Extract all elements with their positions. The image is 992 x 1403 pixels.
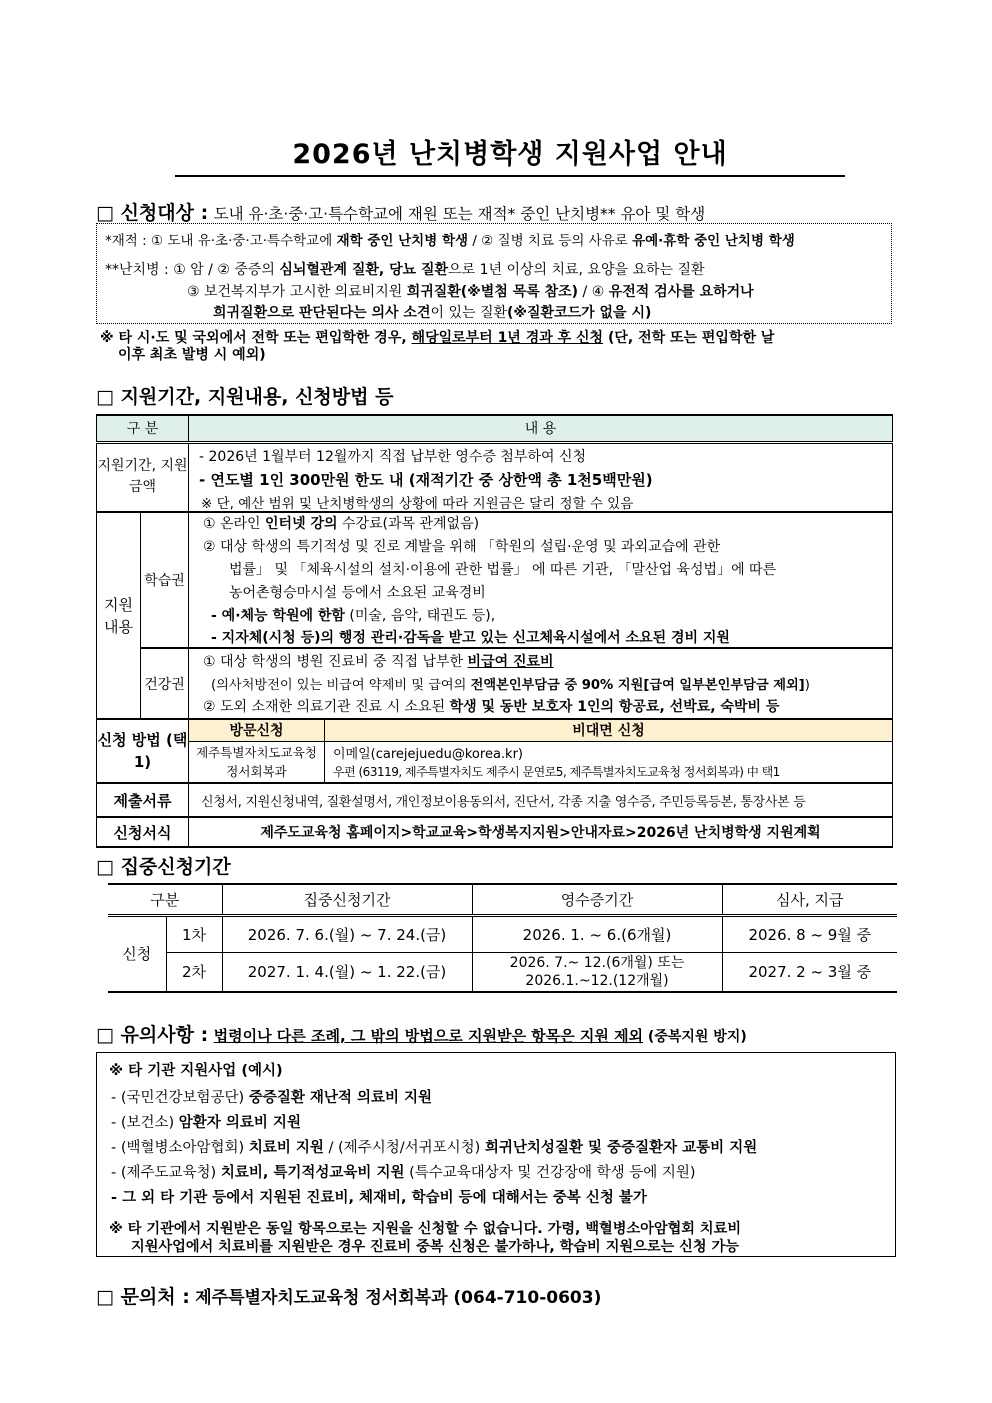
- study-label: 학습권: [141, 512, 189, 648]
- section-target: [96, 198, 705, 225]
- note-disease-2: ③ 보건복지부가 고시한 의료비지원 희귀질환(※별첨 목록 참조) / ④ 유전적 검사를 요하거나: [187, 284, 754, 300]
- round-pay: 2026. 8 ~ 9월 중: [722, 915, 897, 952]
- caution-item-3: - (백혈병소아암협회) 치료비 지원 / (제주시청/서귀포시청) 희귀난치성질환 및 중증질환자 교통비 지원: [111, 1140, 758, 1156]
- caution-box: [96, 1052, 896, 1257]
- section-contact-heading: □ 문의처 :: [96, 1286, 190, 1308]
- transfer-note: ※ 타 시·도 및 국외에서 전학 또는 편입학한 경우, 해당일로부터 1년 경과 후 신청 (단, 전학 또는 편입학한 날: [100, 330, 775, 346]
- caution-item-5: - 그 외 타 기관 등에서 지원된 진료비, 체재비, 학습비 등에 대해서는 중복 신청 불가: [111, 1190, 647, 1206]
- period-col-period: 집중신청기간: [222, 884, 472, 915]
- health-line-3: ② 도외 소재한 의료기관 진료 시 소요된 학생 및 동반 보호자 1인의 항공료, 선박료, 숙박비 등: [203, 699, 780, 715]
- health-content: [189, 648, 893, 719]
- note-disease-1: **난치병 : ① 암 / ② 중증의 심뇌혈관계 질환, 당뇨 질환으로 1년 이상의 치료, 요양을 요하는 질환: [105, 262, 705, 278]
- transfer-note-cont: 이후 최초 발병 시 예외): [118, 347, 266, 363]
- round-pay: 2027. 2 ~ 3월 중: [722, 952, 897, 992]
- form-content: 제주도교육청 홈페이지>학교교육>학생복지지원>안내자료>2026년 난치병학생 지원계획: [189, 817, 893, 847]
- period-label: 지원기간, 지원금액: [97, 442, 189, 512]
- study-line-6: - 지자체(시청 등)의 행정 관리·감독을 받고 있는 신고체육시설에서 소요된 경비 지원: [211, 630, 730, 646]
- health-label: 건강권: [141, 648, 189, 719]
- support-table: [96, 414, 893, 848]
- online-line-1: 이메일(carejejuedu@korea.kr): [333, 746, 523, 762]
- study-content: [189, 512, 893, 648]
- study-line-4: 농어촌형승마시설 등에서 소요된 교육경비: [229, 585, 486, 601]
- table-row: [108, 952, 897, 992]
- round-period: 2027. 1. 4.(월) ~ 1. 22.(금): [222, 952, 472, 992]
- study-line-5: - 예·체능 학원에 한함 (미술, 음악, 태권도 등),: [211, 608, 496, 624]
- caution-box-title: ※ 타 기관 지원사업 (예시): [109, 1063, 283, 1079]
- health-line-1: ① 대상 학생의 병원 진료비 중 직접 납부한 비급여 진료비: [203, 654, 554, 670]
- section-contact: [96, 1282, 601, 1309]
- round-label: 2차: [166, 952, 222, 992]
- contact-desc: 제주특별자치도교육청 정서회복과 (064-710-0603): [195, 1288, 602, 1308]
- online-content: [325, 741, 893, 783]
- caution-item-4: - (제주도교육청) 치료비, 특기적성교육비 지원 (특수교육대상자 및 건강장애 학생 등에 지원): [111, 1165, 696, 1181]
- docs-content: 신청서, 지원신청내역, 질환설명서, 개인정보이용동의서, 진단서, 각종 지출 영수증, 주민등록등본, 통장사본 등: [189, 783, 893, 817]
- note-enrolled: *재적 : ① 도내 유·초·중·고·특수학교에 재학 중인 난치병 학생 / ② 질병 치료 등의 사유로 유예·휴학 중인 난치병 학생: [105, 233, 795, 249]
- period-line-3: ※ 단, 예산 범위 및 난치병학생의 상황에 따라 지원금은 달리 정할 수 있음: [201, 495, 634, 512]
- page-title: 2026년 난치병학생 지원사업 안내: [175, 132, 845, 177]
- visit-line-2: 정서회복과: [226, 763, 287, 779]
- caution-desc-note: (중복지원 방지): [643, 1029, 747, 1045]
- visit-header: 방문신청: [189, 719, 325, 741]
- online-header: 비대면 신청: [325, 719, 893, 741]
- round-receipt: [472, 952, 722, 992]
- period-table: [108, 883, 897, 993]
- section-target-heading: □ 신청대상 :: [96, 202, 209, 224]
- visit-content: [189, 741, 325, 783]
- target-notes-box: [96, 223, 892, 324]
- section-support-heading: □ 지원기간, 지원내용, 신청방법 등: [96, 386, 394, 408]
- apply-label: 신청 방법 (택1): [97, 719, 189, 783]
- receipt-line-1: 2026. 7.~ 12.(6개월) 또는: [509, 954, 685, 971]
- section-period-heading: □ 집중신청기간: [96, 856, 231, 878]
- table-row: [108, 915, 897, 952]
- round-receipt: 2026. 1. ~ 6.(6개월): [472, 915, 722, 952]
- period-line-1: - 2026년 1월부터 12월까지 직접 납부한 영수증 첨부하여 신청: [199, 448, 587, 465]
- section-target-desc: 도내 유·초·중·고·특수학교에 재원 또는 재적* 중인 난치병** 유아 및 학생: [213, 205, 706, 223]
- caution-desc: 법령이나 다른 조례, 그 밖의 방법으로 지원받은 항목은 지원 제외: [213, 1027, 644, 1045]
- col-content: 내 용: [189, 415, 893, 442]
- study-line-2: ② 대상 학생의 특기적성 및 진로 계발을 위해 「학원의 설립·운영 및 과외교습에 관한: [203, 539, 721, 555]
- study-line-3: 법률」 및 「체육시설의 설치·이용에 관한 법률」 에 따른 기관, 「말산업 육성법」에 따른: [229, 562, 777, 578]
- section-caution: [96, 1020, 747, 1047]
- caution-note-2: 지원사업에서 치료비를 지원받은 경우 진료비 중복 신청은 불가하나, 학습비 지원으로는 신청 가능: [131, 1239, 739, 1255]
- period-col-receipt: 영수증기간: [472, 884, 722, 915]
- section-caution-heading: □ 유의사항 :: [96, 1024, 209, 1046]
- period-content: [189, 442, 893, 512]
- visit-line-1: 제주특별자치도교육청: [196, 744, 317, 760]
- round-period: 2026. 7. 6.(월) ~ 7. 24.(금): [222, 915, 472, 952]
- col-category: 구 분: [97, 415, 189, 442]
- form-label: 신청서식: [97, 817, 189, 847]
- note-disease-3: 희귀질환으로 판단된다는 의사 소견이 있는 질환(※질환코드가 없을 시): [213, 305, 652, 321]
- docs-label: 제출서류: [97, 783, 189, 817]
- section-support: [96, 382, 393, 409]
- caution-note-1: ※ 타 기관에서 지원받은 동일 항목으로는 지원을 신청할 수 없습니다. 가령, 백혈병소아암협회 치료비: [109, 1221, 742, 1237]
- online-line-2: 우편 (63119, 제주특별자치도 제주시 문연로5, 제주특별자치도교육청 정서회복과) 中 택1: [333, 764, 780, 779]
- period-line-2: - 연도별 1인 300만원 한도 내 (재적기간 중 상한액 총 1천5백만원): [199, 470, 653, 489]
- caution-item-1: - (국민건강보험공단) 중증질환 재난적 의료비 지원: [111, 1090, 433, 1106]
- apply-group-label: 신청: [108, 915, 166, 992]
- health-line-2: (의사처방전이 있는 비급여 약제비 및 급여의 전액본인부담금 중 90% 지원[급여 일부본인부담금 제외]): [211, 678, 810, 693]
- round-label: 1차: [166, 915, 222, 952]
- period-col-pay: 심사, 지급: [722, 884, 897, 915]
- period-col-category: 구분: [108, 884, 222, 915]
- study-line-1: ① 온라인 인터넷 강의 수강료(과목 관계없음): [203, 516, 480, 532]
- caution-item-2: - (보건소) 암환자 의료비 지원: [111, 1115, 301, 1131]
- support-label: 지원 내용: [97, 512, 141, 719]
- section-period: [96, 852, 231, 879]
- receipt-line-2: 2026.1.~12.(12개월): [525, 972, 669, 989]
